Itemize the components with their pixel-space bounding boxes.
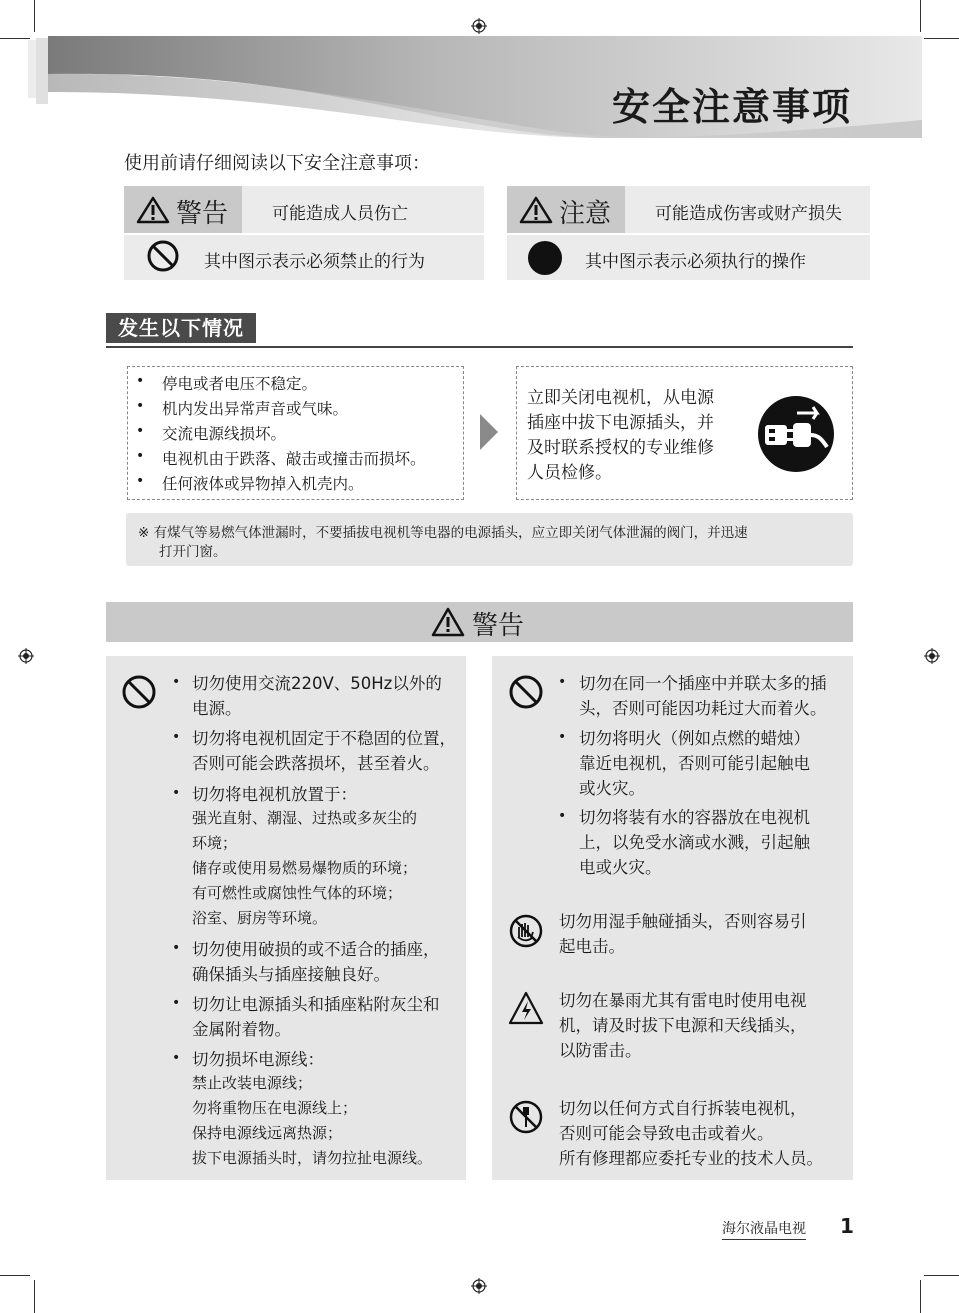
page-number: 1 — [840, 1214, 854, 1238]
warning-panel-left: • 切勿使用交流220V、50Hz以外的 电源。 • 切勿将电视机固定于不稳固的位置， 否则可能会跌落损坏，甚至着火。 • 切勿将电视机放置于： 强光直射、潮湿、过热或多灰尘的 环境； 储存或使用易燃易爆物质的环境； 有可燃性或腐蚀性气体的环境； 浴室、厨房等环境。 • 切勿使用破损的或不适合的插座， 确保插头与插座接触良好。 • 切勿让电源插头和插座粘附灰尘和 金属附着物。 • 切勿损坏电源线： 禁止改装电源线； 勿将重物压在电源线上； 保持电源线远离热源； 拔下电源插头时，请勿拉扯电源线。 — [106, 656, 466, 1180]
prohibition-icon — [508, 674, 544, 710]
intro-text: 使用前请仔细阅读以下安全注意事项： — [124, 153, 430, 174]
legend-caution-label: 注意 — [559, 199, 612, 229]
action-text-line: 及时联系授权的专业维修 — [527, 438, 714, 458]
warning-triangle-icon — [431, 607, 465, 637]
legend-caution — [507, 186, 870, 280]
action-text-line: 人员检修。 — [527, 463, 612, 483]
crop-mark — [924, 1275, 959, 1276]
warning-item-line: 或火灾。 — [579, 779, 645, 798]
page-title: 安全注意事项 — [612, 85, 853, 129]
registration-mark-icon — [471, 18, 487, 34]
crop-mark — [34, 1280, 35, 1313]
list-item: 任何液体或异物掉入机壳内。 — [162, 475, 364, 493]
list-item: 机内发出异常声音或气味。 — [162, 400, 349, 418]
arrow-right-icon — [478, 412, 500, 452]
registration-mark-icon — [471, 1278, 487, 1294]
action-text-line: 插座中拔下电源插头，并 — [527, 413, 714, 433]
list-item: 电视机由于跌落、敲击或撞击而损坏。 — [162, 450, 426, 468]
crop-mark — [0, 1275, 30, 1276]
warning-subitem: 强光直射、潮湿、过热或多灰尘的 — [192, 809, 418, 827]
warning-item-line: 否则可能会跌落损坏，甚至着火。 — [192, 754, 440, 773]
warning-banner — [106, 602, 853, 642]
warning-item-line: 切勿使用破损的或不适合的插座， — [192, 940, 440, 959]
warning-item-line: 头，否则可能因功耗过大而着火。 — [579, 699, 827, 718]
no-wet-hands-icon — [508, 913, 544, 949]
warning-item-line: 电源。 — [192, 699, 242, 718]
warning-item-line: 切勿损坏电源线： — [192, 1050, 324, 1069]
registration-mark-icon — [924, 648, 940, 664]
prohibition-icon — [121, 674, 157, 710]
lightning-line: 机，请及时拔下电源和天线插头， — [559, 1016, 807, 1035]
mandatory-action-icon — [527, 240, 563, 276]
warning-item-line: 切勿将明火（例如点燃的蜡烛） — [579, 729, 810, 748]
legend-prohibition-meaning: 其中图示表示必须禁止的行为 — [204, 252, 425, 272]
conditions-action — [516, 366, 853, 500]
warning-subitem: 勿将重物压在电源线上； — [192, 1099, 358, 1117]
section-title-conditions: 发生以下情况 — [106, 313, 256, 343]
legend-mandatory-meaning: 其中图示表示必须执行的操作 — [585, 252, 806, 272]
legend-caution-tag — [507, 186, 625, 233]
list-item: 停电或者电压不稳定。 — [162, 375, 318, 393]
crop-mark — [920, 1280, 921, 1313]
warning-item-line: 切勿使用交流220V、50Hz以外的 — [192, 674, 442, 693]
warning-triangle-icon — [136, 196, 170, 224]
legend-warning-label: 警告 — [176, 199, 229, 229]
disassembly-line: 所有修理都应委托专业的技术人员。 — [559, 1149, 823, 1168]
gas-leak-note — [126, 513, 853, 566]
warning-item-line: 切勿让电源插头和插座粘附灰尘和 — [192, 995, 440, 1014]
registration-mark-icon — [18, 648, 34, 664]
warning-item-line: 切勿将电视机放置于： — [192, 785, 357, 804]
section-divider — [106, 346, 853, 348]
warning-item-line: 电或火灾。 — [579, 858, 662, 877]
warning-item-line: 切勿将电视机固定于不稳固的位置， — [192, 729, 456, 748]
warning-item-line: 切勿在同一个插座中并联太多的插 — [579, 674, 827, 693]
warning-item-line: 确保插头与插座接触良好。 — [192, 965, 390, 984]
list-item: 交流电源线损坏。 — [162, 425, 287, 443]
warning-banner-title: 警告 — [472, 611, 525, 641]
lightning-hazard-icon — [508, 991, 544, 1025]
warning-subitem: 禁止改装电源线； — [192, 1074, 313, 1092]
caution-triangle-icon — [519, 196, 553, 224]
warning-item-line: 金属附着物。 — [192, 1020, 291, 1039]
warning-subitem: 保持电源线远离热源； — [192, 1124, 343, 1142]
legend-warning — [124, 186, 484, 280]
note-line: 打开门窗。 — [159, 544, 227, 560]
warning-subitem: 有可燃性或腐蚀性气体的环境； — [192, 884, 403, 902]
action-text-line: 立即关闭电视机，从电源 — [527, 388, 714, 408]
disassembly-line: 否则可能会导致电击或着火。 — [559, 1124, 774, 1143]
legend-warning-meaning: 可能造成人员伤亡 — [272, 204, 408, 224]
no-disassembly-icon — [508, 1099, 544, 1135]
lightning-line: 切勿在暴雨尤其有雷电时使用电视 — [559, 991, 807, 1010]
lightning-line: 以防雷击。 — [559, 1041, 642, 1060]
warning-item-line: 切勿将装有水的容器放在电视机 — [579, 808, 810, 827]
footer-brand: 海尔液晶电视 — [722, 1218, 806, 1240]
warning-item-line: 上，以免受水滴或水溅，引起触 — [579, 833, 810, 852]
unplug-icon — [757, 395, 835, 473]
warning-subitem: 浴室、厨房等环境。 — [192, 909, 328, 927]
warning-subitem: 储存或使用易燃易爆物质的环境； — [192, 859, 418, 877]
warning-panel-right: • 切勿在同一个插座中并联太多的插 头，否则可能因功耗过大而着火。 • 切勿将明火（例如点燃的蜡烛） 靠近电视机，否则可能引起触电 或火灾。 • 切勿将装有水的容器放在电视机 上，以免受水滴或水溅，引起触 电或火灾。 切勿用湿手触碰插头，否则容易引 起电击。 切勿在暴雨尤其有雷电时使用电视 机，请及时拔下电源和天线插头， 以防雷击。 切勿以任何方式自行拆装电视机， 否则可能会导致电击或着火。 所有修理都应委托专业的技术人员。 — [492, 656, 853, 1180]
legend-warning-tag — [124, 186, 242, 233]
prohibition-icon — [146, 239, 180, 273]
warning-subitem: 环境； — [192, 834, 238, 852]
wet-hands-line: 起电击。 — [559, 937, 625, 956]
crop-mark — [924, 38, 959, 39]
warning-item-line: 靠近电视机，否则可能引起触电 — [579, 754, 810, 773]
crop-mark — [34, 0, 35, 32]
disassembly-line: 切勿以任何方式自行拆装电视机， — [559, 1099, 807, 1118]
wet-hands-line: 切勿用湿手触碰插头，否则容易引 — [559, 912, 807, 931]
legend-caution-meaning: 可能造成伤害或财产损失 — [655, 204, 842, 224]
crop-mark — [0, 38, 30, 39]
note-line: ※ 有煤气等易燃气体泄漏时，不要插拔电视机等电器的电源插头，应立即关闭气体泄漏的阀门，并迅速 — [138, 525, 748, 541]
crop-mark — [920, 0, 921, 32]
conditions-list: • 停电或者电压不稳定。 • 机内发出异常声音或气味。 • 交流电源线损坏。 • 电视机由于跌落、敲击或撞击而损坏。 • 任何液体或异物掉入机壳内。 — [127, 366, 464, 500]
warning-subitem: 拔下电源插头时，请勿拉扯电源线。 — [192, 1149, 433, 1167]
